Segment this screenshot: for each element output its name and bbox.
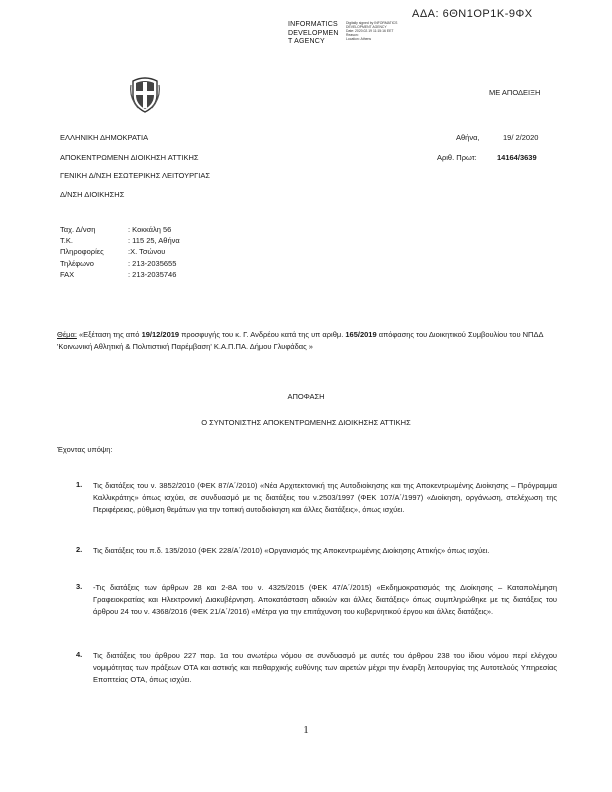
list-item: Τις διατάξεις του π.δ. 135/2010 (ΦΕΚ 228/Α΄/2010) «Οργανισμός της Αποκεντρωμένης Διοίκησης Αττικής» όπως ισχύει. [93, 546, 490, 555]
taking-into-account: Έχοντας υπόψη: [57, 445, 113, 454]
header-republic: ΕΛΛΗΝΙΚΗ ΔΗΜΟΚΡΑΤΙΑ [60, 133, 149, 142]
header-directorate: ΓΕΝΙΚΗ Δ/ΝΣΗ ΕΣΩΤΕΡΙΚΗΣ ΛΕΙΤΟΥΡΓΙΑΣ [60, 171, 210, 180]
contact-row [60, 270, 180, 281]
subject-text: προσφυγής του κ. Γ. Ανδρέου κατά της υπ αριθμ. [179, 330, 346, 339]
contact-row [60, 259, 180, 270]
subject-label: Θέμα: [57, 330, 77, 339]
contact-label: FAX [60, 269, 75, 279]
protocol-value: 14164/3639 [497, 153, 537, 162]
signature-detail-line: Date: 2020.02.19 11:15:16 EET [346, 29, 394, 33]
contact-label: Τηλέφωνο [60, 258, 94, 268]
signature-title-line: DEVELOPMEN [288, 29, 339, 37]
contact-label: Τ.Κ. [60, 236, 73, 246]
list-item-number: 1. [76, 480, 83, 489]
contact-value: : 213-2035655 [128, 258, 177, 268]
signature-title-line: INFORMATICS [288, 21, 338, 28]
signature-title-line: T AGENCY [288, 38, 325, 46]
contact-row [60, 236, 180, 247]
signature-detail-line: Location: Athens [346, 37, 372, 41]
contact-row [60, 247, 180, 258]
contact-value: : Κοκκάλη 56 [128, 225, 172, 234]
header-authority: ΑΠΟΚΕΝΤΡΩΜΕΝΗ ΔΙΟΙΚΗΣΗ ΑΤΤΙΚΗΣ [60, 153, 199, 162]
coordinator-title: Ο ΣΥΝΤΟΝΙΣΤΗΣ ΑΠΟΚΕΝΤΡΩΜΕΝΗΣ ΔΙΟΙΚΗΣΗΣ ΑΤΤΙΚΗΣ [201, 418, 411, 427]
digital-signature-stamp [288, 21, 406, 55]
header-department: Δ/ΝΣΗ ΔΙΟΙΚΗΣΗΣ [60, 190, 125, 199]
list-item-number: 4. [76, 650, 83, 659]
subject-text: απόφασης του Διοικητικού Συμβουλίου του ΝΠΔΔ 'Κοινωνική Αθλητική & Πολιτιστική Παρέμβαση' Κ.Α.Π.ΠΑ. Δήμου Γλυφάδας » [57, 330, 544, 351]
date-value: 19/ 2/2020 [503, 133, 539, 142]
contact-value: :Χ. Τσώνου [128, 247, 166, 257]
subject-paragraph [57, 329, 556, 353]
delivery-notice: ΜΕ ΑΠΟΔΕΙΞΗ [489, 88, 541, 97]
signature-detail-line: Reason: [346, 33, 359, 37]
protocol-label: Αριθ. Πρωτ: [437, 153, 477, 162]
signature-detail-line: Digitally signed by INFORMATICS [346, 21, 398, 25]
list-item: Τις διατάξεις του ν. 3852/2010 (ΦΕΚ 87/Α΄/2010) «Νέα Αρχιτεκτονική της Αυτοδιοίκησης και της Αποκεντρωμένης Διοίκησης – Πρόγραμμα Καλλικράτης» όπως ισχύει, σε συνδυασμό με τις διατάξεις του ν.2503/1997 (ΦΕΚ 107/Α΄/1997) «Διοίκηση, οργάνωση, στελέχωση της Περιφέρειας, ρύθμιση θεμάτων για την τοπική αυτοδιοίκηση και άλλες διατάξεις», όπως ισχύει. [93, 481, 557, 515]
greek-coat-of-arms-icon [130, 75, 160, 113]
contact-value: : 213-2035746 [128, 269, 177, 279]
list-item: -Τις διατάξεις των άρθρων 28 και 2-8Α του ν. 4325/2015 (ΦΕΚ 47/Α΄/2015) «Εκδημοκρατισμός της Διοίκησης – Καταπολέμηση Γραφειοκρατίας και Ηλεκτρονική Διακυβέρνηση. Αποκατάσταση αδικιών και άλλες διατάξεις» όπως συμπληρώθηκε με τις διατάξεις του άρθρου 24 του ν. 4368/2016 (ΦΕΚ 21/Α΄/2016) «Μέτρα για την επιτάχυνση του κυβερνητικού έργου και άλλες διατάξεις». [93, 583, 557, 617]
subject-date: 19/12/2019 [141, 330, 180, 339]
decision-title: ΑΠΟΦΑΣΗ [287, 392, 325, 401]
list-item-number: 3. [76, 582, 83, 591]
subject-number: 165/2019 [345, 330, 377, 339]
signature-details [346, 21, 406, 41]
contact-label: Ταχ. Δ/νση [60, 225, 96, 234]
subject-text: «Εξέταση της από [76, 330, 142, 339]
signature-detail-line: DEVELOPMENT AGENCY [346, 25, 387, 29]
contact-value: : 115 25, Αθήνα [128, 236, 180, 246]
signature-title [288, 21, 344, 47]
list-item-number: 2. [76, 545, 83, 554]
contact-label: Πληροφορίες [60, 247, 104, 257]
list-item: Τις διατάξεις του άρθρου 227 παρ. 1α του ανωτέρω νόμου σε συνδυασμό με αυτές του άρθρου 238 του ίδιου νόμου περί ελέγχου νομιμότητας των πράξεων ΟΤΑ και αστικής και πειθαρχικής ευθύνης των αιρετών μέχρι την έναρξη λειτουργίας της Αυτοτελούς Υπηρεσίας Εποπτείας ΟΤΑ, όπως ισχύει. [93, 651, 557, 685]
page-number: 1 [303, 724, 309, 736]
contact-block [60, 225, 180, 281]
contact-row [60, 225, 180, 236]
ada-code: ΑΔΑ: 6ΘΝ1ΟΡ1Κ-9ΦΧ [412, 8, 533, 20]
date-label: Αθήνα, [456, 133, 480, 142]
